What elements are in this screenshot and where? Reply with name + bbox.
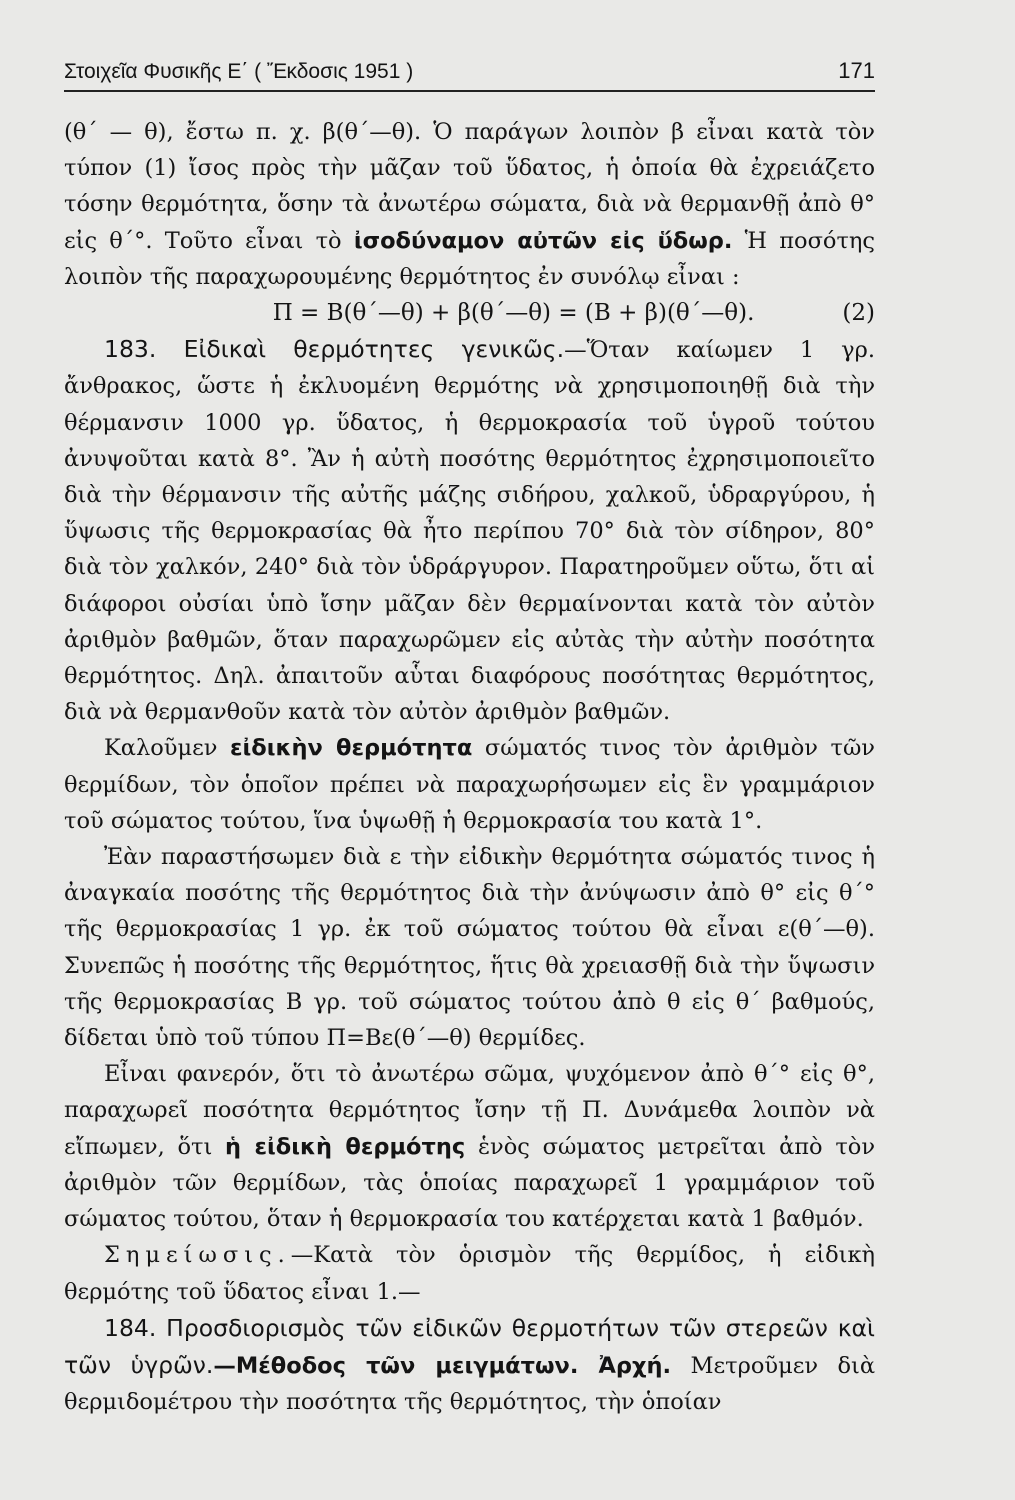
running-title: Στοιχεῖα Φυσικῆς Ε΄ ( Ἔκδοσις 1951 ) [64, 60, 414, 83]
page-content [64, 114, 875, 1420]
emphasis-specific-heat: εἰδικὴν θερμότητα [229, 735, 473, 762]
paragraph-text: Ἡ ποσότης λοιπὸν τῆς παραχωρουμένης θερμότητος ἐν συνόλῳ εἶναι : [64, 227, 875, 290]
formula-2 [64, 295, 875, 331]
paragraph-text: Εἶναι φανερόν, ὅτι τὸ ἀνωτέρω σῶμα, ψυχόμενον ἀπὸ θ΄° εἰς θ°, παραχωρεῖ ποσότητα θερμότητος ἴσην τῇ Π. Δυνάμεθα λοιπὸν νὰ εἴπωμεν, ὅτι [64, 1061, 875, 1160]
principle-label: Ἀρχή. [578, 1352, 672, 1379]
formula-number: (2) [842, 300, 875, 327]
section-183-text: —Ὅταν καίωμεν 1 γρ. ἄνθρακος, ὥστε ἡ ἐκλυομένη θερμότης νὰ χρησιμοποιηθῇ διὰ τὴν θέρμανσιν 1000 γρ. ὕδατος, ἡ θερμοκρασία τοῦ ὑγροῦ τούτου ἀνυψοῦται κατὰ 8°. Ἂν ἡ αὐτὴ ποσότης θερμότητος ἐχρησιμοποιεῖτο διὰ τὴν θέρμανσιν τῆς αὐτῆς μάζης σιδήρου, χαλκοῦ, ὑδραργύρου, ἡ ὕψωσις τῆς θερμοκρασίας θὰ ἦτο περίπου 70° διὰ τὸν σίδηρον, 80° διὰ τὸν χαλκόν, 240° διὰ τὸν ὑδράργυρον. Παρατηροῦμεν οὕτω, ὅτι αἱ διάφοροι οὐσίαι ὑπὸ ἴσην μᾶζαν δὲν θερμαίνονται κατὰ τὸν αὐτὸν ἀριθμὸν βαθμῶν, ὅταν παραχωρῶμεν εἰς αὐτὰς τὴν αὐτὴν ποσότητα θερμότητος. Δηλ. ἀπαιτοῦν αὗται διαφόρους ποσότητας θερμότητος, διὰ νὰ θερμανθοῦν κατὰ τὸν αὐτὸν ἀριθμὸν βαθμῶν. [64, 337, 875, 726]
paragraph-equivalent [64, 114, 875, 295]
paragraph-epsilon: Ἐὰν παραστήσωμεν διὰ ε τὴν εἰδικὴν θερμότητα σώματός τινος ἡ ἀναγκαία ποσότης τῆς θερμότητος διὰ τὴν ἀνύψωσιν ἀπὸ θ° εἰς θ΄° τῆς θερμοκρασίας 1 γρ. ἐκ τοῦ σώματος τούτου θὰ εἶναι ε(θ΄—θ). Συνεπῶς ἡ ποσότης τῆς θερμότητος, ἥτις θὰ χρειασθῇ διὰ τὴν ὕψωσιν τῆς θερμοκρασίας Β γρ. τοῦ σώματος τούτου ἀπὸ θ εἰς θ΄ βαθμούς, δίδεται ὑπὸ τοῦ τύπου Π=Βε(θ΄—θ) θερμίδες. [64, 844, 875, 1052]
paragraph-evident [64, 1056, 875, 1237]
paragraph-definition [64, 730, 875, 839]
paragraph-text: ἑνὸς σώματος μετρεῖται ἀπὸ τὸν ἀριθμὸν τῶν θερμίδων, τὰς ὁποίας παραχωρεῖ 1 γραμμάριον τοῦ σώματος τούτου, ὅταν ἡ θερμοκρασία του κατέρχεται κατὰ 1 βαθμόν. [64, 1133, 876, 1233]
note-text: —Κατὰ τὸν ὁρισμὸν τῆς θερμίδος, ἡ εἰδικὴ θερμότης τοῦ ὕδατος εἶναι 1.— [64, 1242, 875, 1305]
note-label: Σημείωσις. [104, 1242, 291, 1269]
emphasis-specific-heat-2: ἡ εἰδικὴ θερμότης [225, 1133, 466, 1160]
section-heading-183: 183. Εἰδικαὶ θερμότητες γενικῶς. [104, 335, 565, 364]
page-number: 171 [838, 58, 875, 83]
section-heading-184: 184. Προσδιορισμὸς τῶν εἰδικῶν θερμοτήτων τῶν στερεῶν καὶ τῶν ὑγρῶν. [64, 1313, 875, 1379]
section-184 [64, 1310, 875, 1421]
section-184-text: Μετροῦμεν διὰ θερμιδομέτρου τὴν ποσότητα τῆς θερμότητος, τὴν ὁποίαν [64, 1352, 876, 1416]
paragraph-note [64, 1237, 875, 1309]
paragraph-text: Καλοῦμεν [104, 735, 230, 762]
emphasis-water-equivalent: ἰσοδύναμον αὐτῶν εἰς ὕδωρ. [353, 227, 733, 254]
paragraph-text: (θ΄ — θ), ἔστω π. χ. β(θ΄—θ). Ὁ παράγων λοιπὸν β εἶναι κατὰ τὸν τύπον (1) ἴσος πρὸς τὴν μᾶζαν τοῦ ὕδατος, ἡ ὁποία θὰ ἐχρειάζετο τόσην θερμότητα, ὅσην τὰ ἀνωτέρω σώματα, διὰ νὰ θερμανθῇ ἀπὸ θ° εἰς θ΄°. Τοῦτο εἶναι τὸ [64, 119, 875, 254]
section-183 [64, 331, 875, 730]
page-header [64, 58, 875, 92]
paragraph-text: σώματός τινος τὸν ἀριθμὸν τῶν θερμίδων, τὸν ὁποῖον πρέπει νὰ παραχωρήσωμεν εἰς ἓν γραμμάριον τοῦ σώματος τούτου, ἵνα ὑψωθῇ ἡ θερμοκρασία του κατὰ 1°. [64, 735, 875, 834]
formula-text: Π = Β(θ΄—θ) + β(θ΄—θ) = (Β + β)(θ΄—θ). [272, 300, 755, 327]
section-subheading-184: —Μέθοδος τῶν μειγμάτων. [213, 1352, 579, 1379]
